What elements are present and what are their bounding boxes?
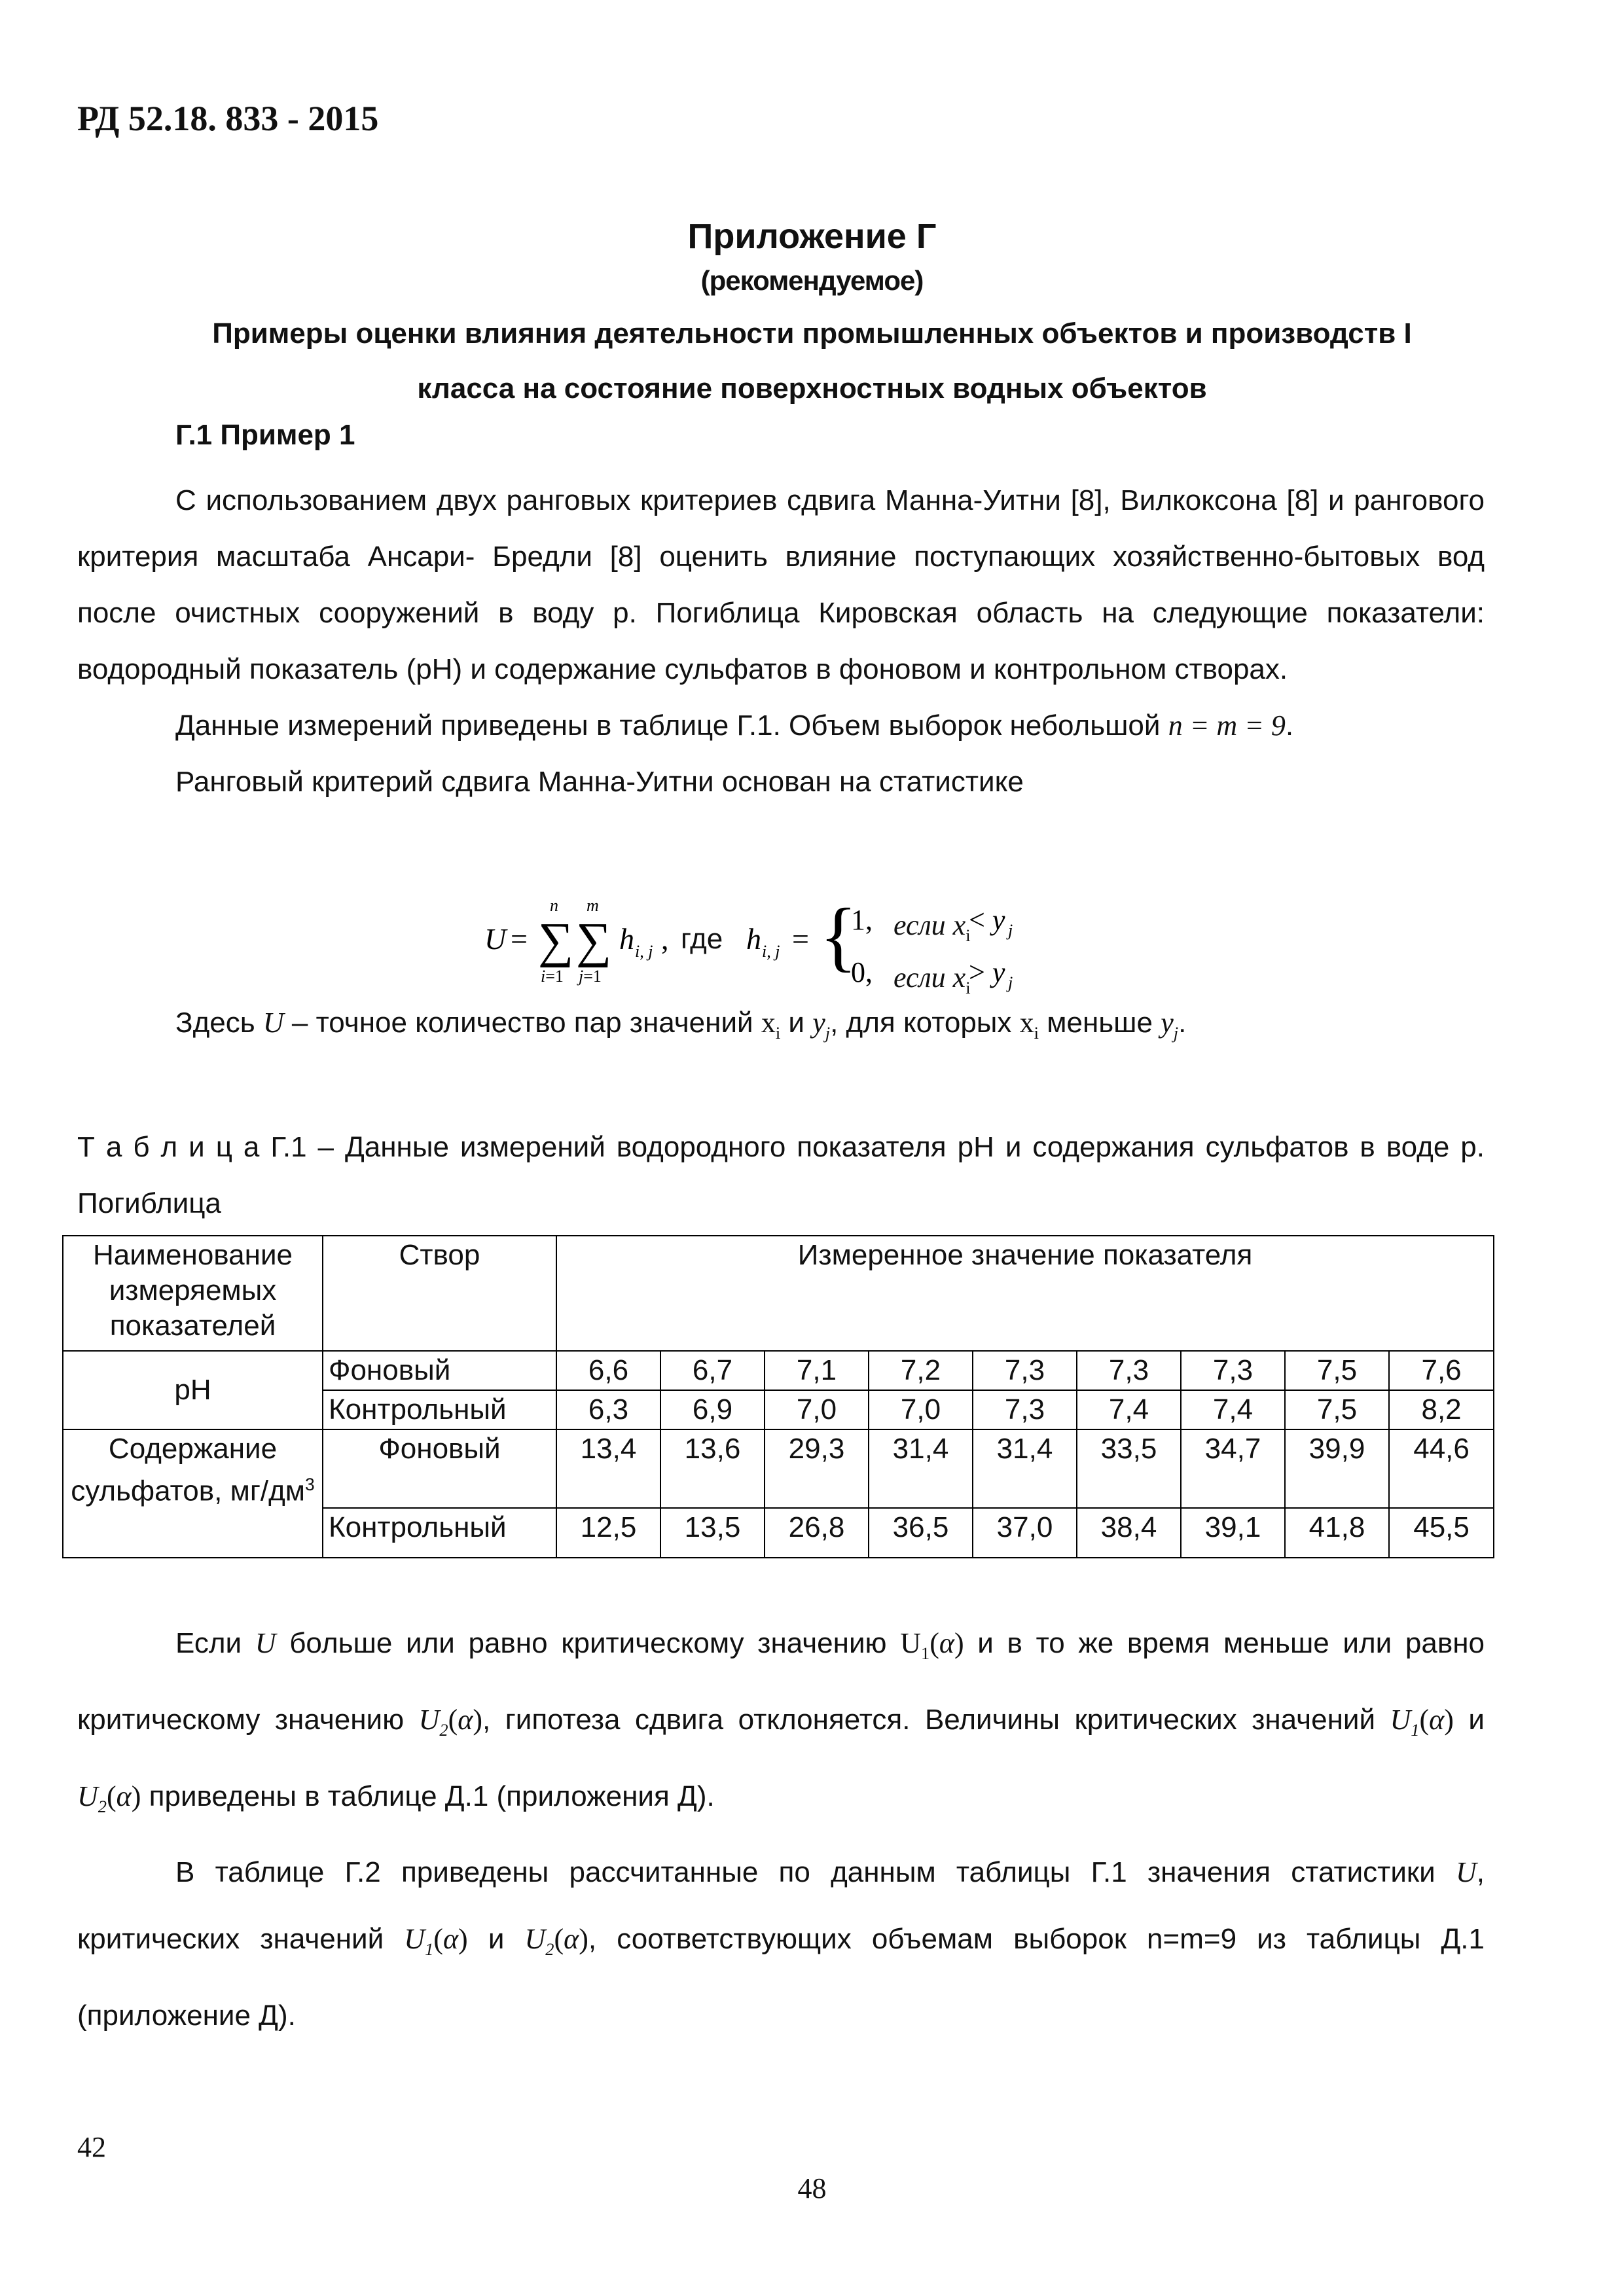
value-cell: 12,5 <box>556 1508 660 1558</box>
value-cell: 7,0 <box>869 1390 973 1429</box>
value-cell: 6,6 <box>556 1351 660 1390</box>
value-cell: 7,1 <box>765 1351 869 1390</box>
header-site: Створ <box>323 1236 556 1351</box>
page-number-center: 48 <box>797 2172 827 2204</box>
formula-where: где <box>681 923 723 955</box>
document-code: РД 52.18. 833 - 2015 <box>77 99 379 138</box>
value-cell: 38,4 <box>1077 1508 1181 1558</box>
value-cell: 6,3 <box>556 1390 660 1429</box>
value-cell: 39,1 <box>1181 1508 1285 1558</box>
paragraph-1: С использованием двух ранговых критериев сдвига Манна-Уитни [8], Вилкоксона [8] и рангового критерия масштаба Ансари- Бредли [8] оценить влияние поступающих хозяйственно-бытовых вод после очистных сооружений в воду р. Погиблица Кировская область на следующие показатели: водородный показатель (pH) и содержание сульфатов в фоновом и контрольном створах. <box>77 484 1485 685</box>
svg-text:,: , <box>661 922 669 956</box>
heading-line-1: Примеры оценки влияния деятельности промышленных объектов и производств I <box>212 317 1412 350</box>
svg-text:=: = <box>511 922 528 956</box>
svg-text:j: j <box>1008 973 1013 992</box>
svg-text:1,: 1, <box>851 904 873 936</box>
value-cell: 8,2 <box>1389 1390 1494 1429</box>
svg-text:=: = <box>792 922 809 956</box>
value-cell: 7,6 <box>1389 1351 1494 1390</box>
indicator-ph: pH <box>63 1351 323 1429</box>
appendix-title: Приложение Г <box>687 217 937 256</box>
table-caption <box>77 1119 1485 1232</box>
site-cell: Фоновый <box>323 1429 556 1508</box>
value-cell: 31,4 <box>869 1429 973 1508</box>
value-cell: 6,7 <box>660 1351 765 1390</box>
value-cell: 34,7 <box>1181 1429 1285 1508</box>
value-cell: 36,5 <box>869 1508 973 1558</box>
table-caption-label: Т а б л и ц а <box>77 1131 260 1163</box>
svg-text:i, j: i, j <box>762 942 780 961</box>
section-title: Г.1 Пример 1 <box>175 419 355 451</box>
after-table-text <box>77 1610 1485 2049</box>
formula-u-statistic <box>484 897 1139 995</box>
svg-text:n: n <box>550 897 558 915</box>
value-cell: 7,3 <box>973 1390 1077 1429</box>
paragraph-4: Здесь U – точное количество пар значений $x_i$ и $y_j$, для которых $x_i$ меньше $y_j$. <box>175 1007 1187 1043</box>
svg-text:j: j <box>1008 921 1013 940</box>
svg-text:U: U <box>484 922 507 956</box>
svg-text:{: { <box>820 897 857 979</box>
value-cell: 13,4 <box>556 1429 660 1508</box>
paragraph-6: В таблице Г.2 приведены рассчитанные по данным таблицы Г.1 значения статистики U, критических значений $U_1(\alpha)$ и $U_2(\alpha)$, соответствующих объемам выборок n=m=9 из таблицы Д.1 (приложение Д). <box>77 1856 1485 2032</box>
table-row <box>63 1351 1494 1390</box>
page-number-left: 42 <box>77 2131 106 2163</box>
table-header-row <box>63 1236 1494 1351</box>
value-cell: 7,2 <box>869 1351 973 1390</box>
value-cell: 7,4 <box>1181 1390 1285 1429</box>
svg-text:∑: ∑ <box>576 913 612 968</box>
site-cell: Фоновый <box>323 1351 556 1390</box>
measurements-table <box>62 1235 1494 1558</box>
value-cell: 13,5 <box>660 1508 765 1558</box>
svg-text:h: h <box>619 922 634 956</box>
indicator-sulfates: Содержание сульфатов, $мг/дм^3$ <box>63 1429 323 1558</box>
value-cell: 7,0 <box>765 1390 869 1429</box>
value-cell: 31,4 <box>973 1429 1077 1508</box>
value-cell: 26,8 <box>765 1508 869 1558</box>
site-cell: Контрольный <box>323 1390 556 1429</box>
header-values: Измеренное значение показателя <box>556 1236 1494 1351</box>
value-cell: 7,4 <box>1077 1390 1181 1429</box>
value-cell: 45,5 <box>1389 1508 1494 1558</box>
value-cell: 39,9 <box>1285 1429 1389 1508</box>
paragraph-2: Данные измерений приведены в таблице Г.1. Объем выборок небольшой n = m = 9. <box>175 709 1294 742</box>
paragraph-3: Ранговый критерий сдвига Манна-Уитни основан на статистике <box>175 766 1024 798</box>
svg-text:0,: 0, <box>851 956 873 988</box>
appendix-heading <box>0 306 1624 416</box>
value-cell: 37,0 <box>973 1508 1077 1558</box>
svg-text:i=1: i=1 <box>541 967 564 986</box>
svg-text:m: m <box>586 897 599 915</box>
formula-case-2: если $x_i$ <box>893 961 971 997</box>
value-cell: 7,3 <box>1181 1351 1285 1390</box>
paragraph-5: Если U больше или равно критическому значению $U_1(\alpha)$ и в то же время меньше или равно критическому значению $U_2(\alpha)$, гипотеза сдвига отклоняется. Величины критических значений $U_1(\alpha)$ и $U_2(\alpha)$ приведены в таблице Д.1 (приложения Д). <box>77 1627 1485 1816</box>
svg-text:j=1: j=1 <box>579 967 602 986</box>
svg-text:> y: > y <box>969 956 1005 988</box>
table-row <box>63 1429 1494 1508</box>
body-text <box>77 473 1485 810</box>
formula-case-1: если $x_i$ <box>893 909 971 945</box>
value-cell: 29,3 <box>765 1429 869 1508</box>
value-cell: 44,6 <box>1389 1429 1494 1508</box>
value-cell: 13,6 <box>660 1429 765 1508</box>
svg-text:< y: < y <box>969 904 1005 936</box>
value-cell: 41,8 <box>1285 1508 1389 1558</box>
value-cell: 7,3 <box>1077 1351 1181 1390</box>
svg-text:∑: ∑ <box>538 913 574 968</box>
site-cell: Контрольный <box>323 1508 556 1558</box>
value-cell: 7,5 <box>1285 1390 1389 1429</box>
value-cell: 7,5 <box>1285 1351 1389 1390</box>
value-cell: 7,3 <box>973 1351 1077 1390</box>
value-cell: 33,5 <box>1077 1429 1181 1508</box>
value-cell: 6,9 <box>660 1390 765 1429</box>
formula-svg <box>484 897 1139 995</box>
header-indicator: Наименование измеряемых показателей <box>63 1236 323 1351</box>
appendix-subtitle: (рекомендуемое) <box>700 265 924 296</box>
table-caption-text: Г.1 – Данные измерений водородного показателя pH и содержания сульфатов в воде р. Погиблица <box>77 1131 1485 1219</box>
heading-line-2: класса на состояние поверхностных водных объектов <box>417 372 1207 404</box>
svg-text:h: h <box>746 922 761 956</box>
svg-text:i, j: i, j <box>635 942 653 961</box>
